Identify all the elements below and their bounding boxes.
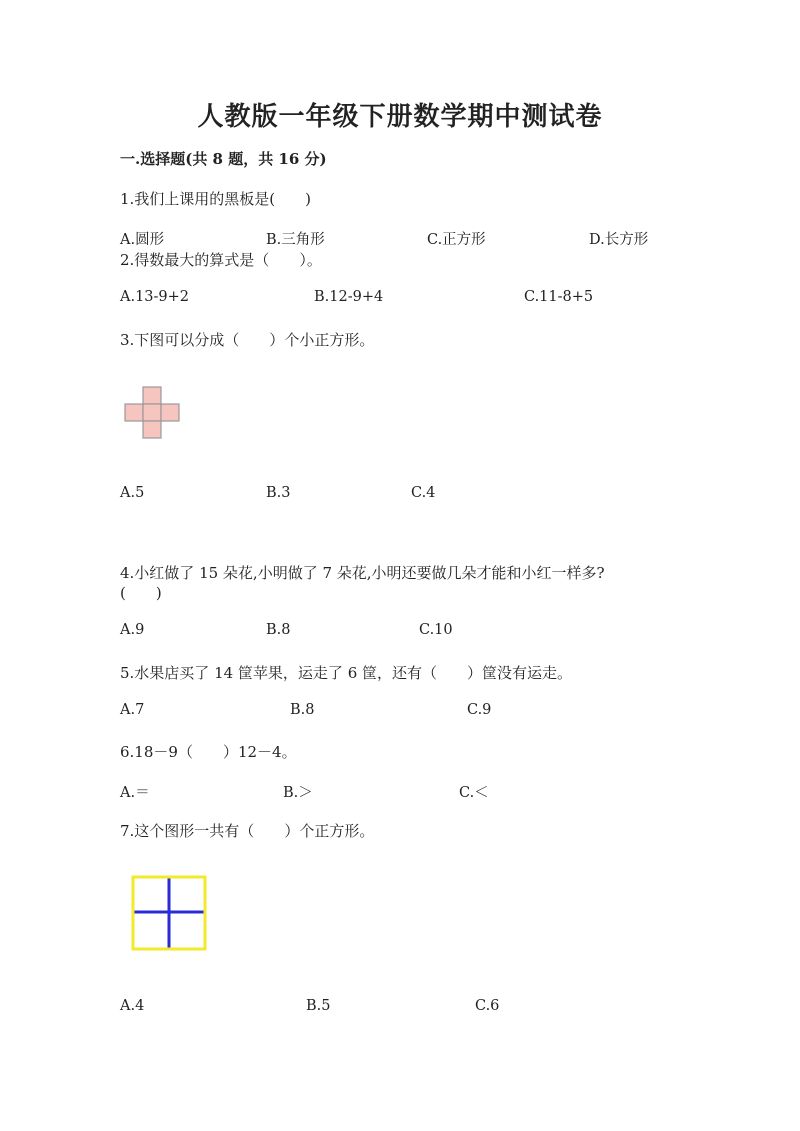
question-4-text: 4.小红做了 15 朵花,小明做了 7 朵花,小明还要做几朵才能和小红一样多? <box>120 564 605 582</box>
question-2-option-b: B.12-9+4 <box>314 289 384 305</box>
question-5-option-c: C.9 <box>467 702 492 718</box>
question-1-text: 1.我们上课用的黑板是( ) <box>120 190 312 208</box>
page-title: 人教版一年级下册数学期中测试卷 <box>197 102 603 132</box>
question-4-answer-blank: ( ) <box>120 584 162 602</box>
question-2-option-c: C.11-8+5 <box>524 289 594 305</box>
divided-square-figure <box>131 875 207 951</box>
question-7-option-a: A.4 <box>120 998 145 1014</box>
question-5-text: 5.水果店买了 14 筐苹果，运走了 6 筐，还有（ ）筐没有运走。 <box>120 664 573 682</box>
question-6-option-a: A.＝ <box>120 785 150 801</box>
question-3-text: 3.下图可以分成（ ）个小正方形。 <box>120 331 375 349</box>
question-2-option-a: A.13-9+2 <box>120 289 190 305</box>
question-7-text: 7.这个图形一共有（ ）个正方形。 <box>120 822 375 840</box>
question-7-option-b: B.5 <box>306 998 331 1014</box>
question-1-option-c: C.正方形 <box>427 232 486 248</box>
question-3-option-a: A.5 <box>120 485 145 501</box>
question-4-option-c: C.10 <box>419 622 453 638</box>
question-7-option-c: C.6 <box>475 998 500 1014</box>
question-4-option-b: B.8 <box>266 622 291 638</box>
question-6-option-b: B.＞ <box>283 785 313 801</box>
cross-of-squares-figure <box>124 386 182 440</box>
question-5-option-b: B.8 <box>290 702 315 718</box>
question-6-text: 6.18－9（ ）12－4。 <box>120 743 297 761</box>
question-5-option-a: A.7 <box>120 702 145 718</box>
question-1-option-d: D.长方形 <box>589 232 649 248</box>
question-2-text: 2.得数最大的算式是（ ）。 <box>120 251 322 269</box>
question-1-option-b: B.三角形 <box>266 232 325 248</box>
section-heading: 一.选择题(共 8 题，共 16 分) <box>120 150 327 168</box>
question-3-option-c: C.4 <box>411 485 436 501</box>
question-6-option-c: C.＜ <box>459 785 489 801</box>
question-4-option-a: A.9 <box>120 622 145 638</box>
question-3-option-b: B.3 <box>266 485 291 501</box>
question-1-option-a: A.圆形 <box>120 232 165 248</box>
